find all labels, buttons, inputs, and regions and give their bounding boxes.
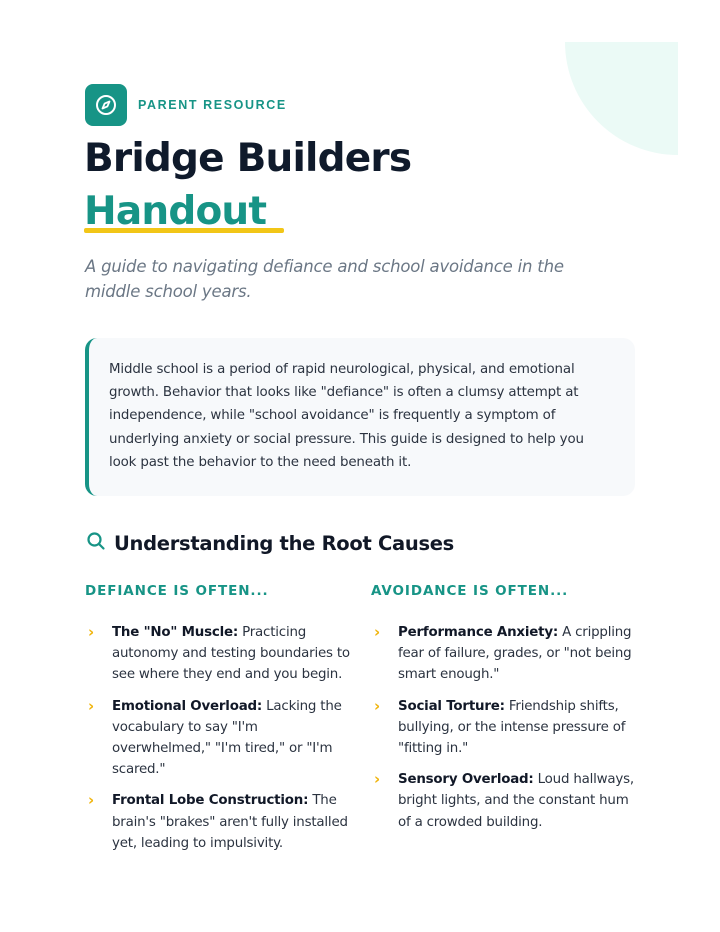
- search-icon: [86, 531, 106, 555]
- page-subtitle: A guide to navigating defiance and school avoidance in the middle school years.: [85, 257, 564, 301]
- item-term: The "No" Muscle:: [112, 625, 239, 640]
- item-description: Lacking the vocabulary to say "I'm overwhelmed," "I'm tired," or "I'm scared.": [112, 698, 342, 778]
- column-heading: DEFIANCE IS OFTEN...: [85, 583, 269, 599]
- eyebrow: [85, 84, 287, 126]
- avoidance-column: [371, 583, 641, 843]
- item-description: Practicing autonomy and testing boundaries to see where they end and you begin.: [112, 625, 350, 683]
- item-text: [112, 696, 355, 781]
- item-term: Sensory Overload:: [398, 772, 534, 788]
- list-item: [371, 696, 641, 760]
- item-description: A crippling fear of failure, grades, or "not being smart enough.": [398, 625, 632, 683]
- list-item: [85, 790, 355, 854]
- item-text: [398, 622, 641, 686]
- eyebrow-label: PARENT RESOURCE: [138, 98, 287, 112]
- list-item: [85, 696, 355, 781]
- item-text: [112, 790, 355, 854]
- page-title-highlight: Handout: [84, 189, 267, 234]
- corner-decoration: [565, 42, 678, 155]
- chevron-right-icon: ›: [88, 623, 95, 641]
- list-item: [371, 622, 641, 686]
- page-title: Bridge Builders: [84, 136, 412, 181]
- item-text: [398, 769, 641, 833]
- item-description: Friendship shifts, bullying, or the intense pressure of "fitting in.": [398, 698, 626, 757]
- item-term: Performance Anxiety:: [398, 625, 559, 640]
- item-term: Social Torture:: [398, 698, 505, 714]
- item-term: Emotional Overload:: [112, 698, 263, 714]
- intro-callout: [85, 338, 635, 496]
- section-title: Understanding the Root Causes: [114, 531, 454, 555]
- chevron-right-icon: ›: [374, 770, 381, 789]
- chevron-right-icon: ›: [374, 623, 381, 641]
- chevron-right-icon: ›: [88, 791, 95, 810]
- item-description: The brain's "brakes" aren't fully installed yet, leading to impulsivity.: [112, 793, 348, 851]
- list-item: [85, 622, 355, 686]
- column-heading: AVOIDANCE IS OFTEN...: [371, 583, 569, 599]
- chevron-right-icon: ›: [374, 696, 381, 715]
- compass-icon: [85, 84, 127, 126]
- defiance-column: [85, 583, 355, 864]
- intro-text: Middle school is a period of rapid neurological, physical, and emotional growth. Behavior that looks like "defiance" is often a clumsy attempt at independence, while "school avoidance" is frequently a symptom of underlying anxiety or social pressure. This guide is designed to help you look past the behavior to the need beneath it.: [109, 362, 584, 470]
- cause-list: [85, 622, 355, 854]
- list-item: [371, 769, 641, 833]
- item-term: Frontal Lobe Construction:: [112, 793, 309, 809]
- item-text: [398, 696, 641, 760]
- item-text: [112, 622, 355, 686]
- item-description: Loud hallways, bright lights, and the constant hum of a crowded building.: [398, 772, 634, 830]
- chevron-right-icon: ›: [88, 696, 95, 715]
- cause-list: [371, 622, 641, 833]
- section-heading: [86, 531, 454, 555]
